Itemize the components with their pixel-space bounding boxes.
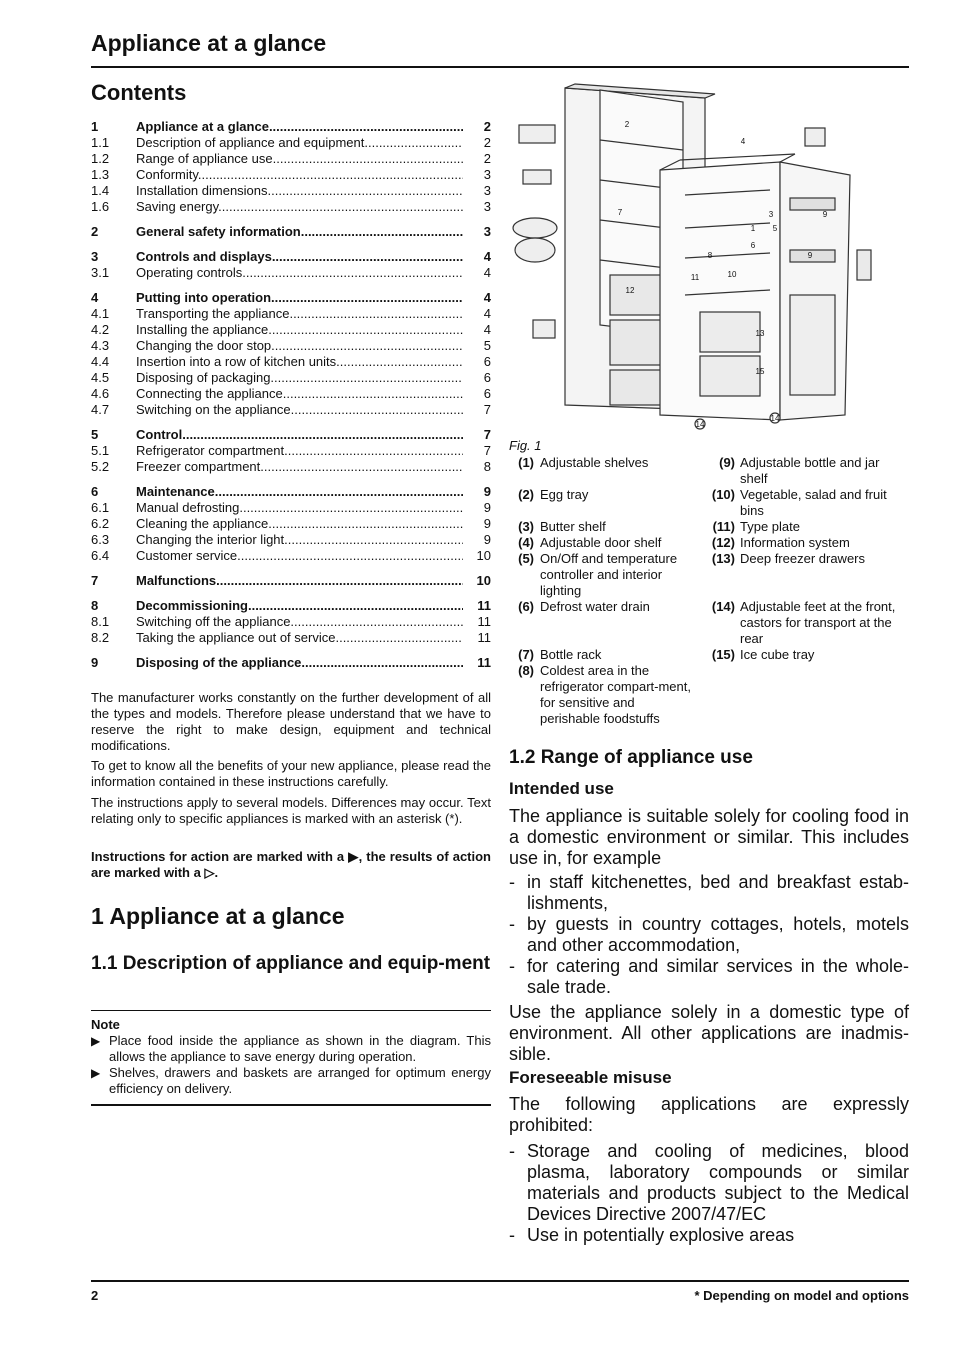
toc-row — [91, 183, 491, 199]
toc-number: 5 — [91, 427, 99, 442]
toc-number: 5.2 — [91, 459, 110, 474]
toc-row — [91, 119, 491, 135]
toc-page: 11 — [477, 598, 491, 613]
toc-row — [91, 402, 491, 418]
legend-number: (13) — [711, 551, 735, 566]
header-rule — [91, 66, 909, 68]
legend-text: Adjustable feet at the front, castors for transport at the rear — [740, 599, 896, 646]
toc-page: 6 — [483, 386, 491, 401]
period-text: . — [214, 865, 219, 880]
section-1-title: 1 Appliance at a glance — [91, 903, 345, 929]
callout-12: 12 — [625, 286, 635, 295]
toc-page: 7 — [483, 427, 491, 442]
toc-title: Appliance at a glance ..... — [136, 119, 463, 135]
callout-9: 9 — [822, 210, 828, 219]
action-arrow-icon: ▶ — [348, 849, 359, 864]
toc-title: Control ..... — [136, 427, 463, 443]
toc-row — [91, 443, 491, 459]
toc-number: 8.1 — [91, 614, 110, 629]
foreseeable-misuse-title: Foreseeable misuse — [509, 1068, 672, 1087]
legend-number: (12) — [711, 535, 735, 550]
toc-title: Decommissioning ..... — [136, 598, 463, 614]
list-dash: - — [509, 914, 515, 934]
toc-row — [91, 598, 491, 614]
toc-number: 1.1 — [91, 135, 110, 150]
toc-number: 8.2 — [91, 630, 110, 645]
legend-number: (4) — [518, 535, 534, 550]
toc-row — [91, 516, 491, 532]
misuse-list — [509, 1141, 909, 1246]
list-dash: - — [509, 872, 515, 892]
list-item-text: for catering and similar services in the whole-sale trade. — [527, 956, 909, 997]
toc-row — [91, 265, 491, 281]
toc-number: 1.4 — [91, 183, 110, 198]
toc-page: 8 — [483, 459, 491, 474]
toc-row — [91, 630, 491, 646]
toc-number: 4.1 — [91, 306, 110, 321]
toc-page: 7 — [483, 402, 491, 417]
toc-number: 6.4 — [91, 548, 110, 563]
toc-title: Description of appliance and equipment ..... — [136, 135, 463, 151]
toc-page: 2 — [483, 119, 491, 134]
misuse-text: The following applications are expressly prohibited: — [509, 1094, 909, 1135]
list-item-text: in staff kitchenettes, bed and breakfast estab-lishments, — [527, 872, 909, 913]
toc-title: Installing the appliance ..... — [136, 322, 463, 338]
toc-title: Changing the door stop ..... — [136, 338, 463, 354]
toc-number: 1.6 — [91, 199, 110, 214]
toc-title: Insertion into a row of kitchen units ..... — [136, 354, 463, 370]
toc-title: Operating controls ..... — [136, 265, 463, 281]
toc-row — [91, 354, 491, 370]
toc-number: 6 — [91, 484, 99, 499]
toc-row — [91, 484, 491, 500]
toc-title: Maintenance ..... — [136, 484, 463, 500]
toc-row — [91, 224, 491, 240]
toc-page: 4 — [483, 322, 491, 337]
toc-number: 1 — [91, 119, 99, 134]
callout-7: 7 — [617, 208, 623, 217]
toc-row — [91, 338, 491, 354]
note-item-text: Place food inside the appliance as shown in the diagram. This allows the appliance to save energy during operation. — [109, 1033, 491, 1064]
toc-title: Controls and displays ..... — [136, 249, 463, 265]
legend-text: Adjustable shelves — [540, 455, 649, 470]
legend-number: (7) — [518, 647, 534, 662]
callout-14: 14 — [695, 420, 705, 429]
legend-text: Bottle rack — [540, 647, 602, 662]
toc-number: 4.5 — [91, 370, 110, 385]
toc-row — [91, 573, 491, 589]
toc-row — [91, 290, 491, 306]
legend-number: (9) — [719, 455, 735, 470]
toc-page: 4 — [483, 265, 491, 280]
toc-number: 6.3 — [91, 532, 110, 547]
section-1-2-title: 1.2 Range of appliance use — [509, 747, 753, 768]
toc-row — [91, 151, 491, 167]
toc-title: Conformity ..... — [136, 167, 463, 183]
callout-8: 8 — [707, 251, 713, 260]
toc-row — [91, 548, 491, 564]
action-arrow-icon: ▶ — [91, 1034, 101, 1048]
note-item — [91, 1033, 491, 1065]
toc-page: 11 — [477, 614, 491, 629]
toc-number: 4.6 — [91, 386, 110, 401]
note-box — [91, 1010, 491, 1106]
legend-text: Vegetable, salad and fruit bins — [740, 487, 887, 518]
toc-number: 1.3 — [91, 167, 110, 182]
toc-page: 7 — [483, 443, 491, 458]
legend-text: Butter shelf — [540, 519, 606, 534]
legend-text: Information system — [740, 535, 850, 550]
toc-page: 3 — [483, 199, 491, 214]
toc-row — [91, 135, 491, 151]
toc-title: Switching on the appliance ..... — [136, 402, 463, 418]
callout-1: 1 — [750, 224, 756, 233]
toc-number: 2 — [91, 224, 99, 239]
legend-text: Adjustable bottle and jar shelf — [740, 455, 880, 486]
intro-paragraph-2: To get to know all the benefits of your new appliance, please read the information contained in these instructions carefully. — [91, 758, 491, 789]
appliance-diagram — [505, 80, 909, 440]
legend-number: (3) — [518, 519, 534, 534]
list-item — [509, 1141, 909, 1225]
footer-note: * Depending on model and options — [694, 1288, 909, 1303]
toc-title: Saving energy ..... — [136, 199, 463, 215]
contents-title: Contents — [91, 80, 187, 105]
action-instruction-text: Instructions for action are marked with a — [91, 849, 345, 864]
toc-title: Taking the appliance out of service ..... — [136, 630, 463, 646]
legend-text: Ice cube tray — [740, 647, 815, 662]
list-item-text: by guests in country cottages, hotels, motels and other accommodation, — [527, 914, 909, 955]
callout-10: 10 — [727, 270, 737, 279]
toc-title: Changing the interior light ..... — [136, 532, 463, 548]
legend-text: Egg tray — [540, 487, 589, 502]
toc-title: Transporting the appliance ..... — [136, 306, 463, 322]
toc-page: 4 — [483, 306, 491, 321]
toc-page: 6 — [483, 370, 491, 385]
list-item — [509, 914, 909, 956]
toc-title: Malfunctions ..... — [136, 573, 463, 589]
toc-page: 2 — [483, 135, 491, 150]
intro-paragraph-1: The manufacturer works constantly on the further development of all the types and models. Therefore please understand that we have to reserve the right to make design, equipment and technical modifications. — [91, 690, 491, 753]
toc-title: General safety information ..... — [136, 224, 463, 240]
toc-number: 4.3 — [91, 338, 110, 353]
callout-3: 3 — [768, 210, 774, 219]
toc-row — [91, 532, 491, 548]
callout-6: 6 — [750, 241, 756, 250]
toc-page: 11 — [477, 655, 491, 670]
toc-number: 1.2 — [91, 151, 110, 166]
page-number: 2 — [91, 1288, 99, 1303]
toc-row — [91, 167, 491, 183]
list-item — [509, 956, 909, 998]
toc-row — [91, 655, 491, 671]
toc-row — [91, 614, 491, 630]
action-result-text: , the results of action are marked with a — [91, 849, 492, 880]
toc-page: 9 — [483, 484, 491, 499]
list-item-text: Use in potentially explosive areas — [527, 1225, 795, 1245]
table-of-contents — [91, 119, 491, 671]
toc-page: 9 — [483, 500, 491, 515]
toc-number: 9 — [91, 655, 99, 670]
legend-number: (5) — [518, 551, 534, 566]
use-restriction-text: Use the appliance solely in a domestic type of environment. All other applications are inadmis-sible. — [509, 1002, 909, 1064]
legend-number: (6) — [518, 599, 534, 614]
legend-number: (1) — [518, 455, 534, 470]
toc-row — [91, 199, 491, 215]
section-1-1-title: 1.1 Description of appliance and equip-ment — [91, 953, 491, 974]
toc-page: 10 — [476, 573, 491, 588]
page-header-title: Appliance at a glance — [91, 30, 327, 56]
toc-title: Freezer compartment ..... — [136, 459, 463, 475]
toc-title: Putting into operation ..... — [136, 290, 463, 306]
toc-page: 3 — [483, 183, 491, 198]
toc-number: 4.4 — [91, 354, 110, 369]
toc-page: 3 — [483, 224, 491, 239]
toc-number: 3.1 — [91, 265, 110, 280]
callout-9b: 9 — [807, 251, 813, 260]
intended-use-text: The appliance is suitable solely for cooling food in a domestic environment or similar. This includes use in, for example — [509, 806, 909, 868]
toc-title: Refrigerator compartment ..... — [136, 443, 463, 459]
action-arrow-icon: ▶ — [91, 1066, 101, 1080]
result-arrow-icon: ▷ — [204, 865, 215, 880]
toc-number: 7 — [91, 573, 99, 588]
toc-number: 8 — [91, 598, 99, 613]
note-item-text: Shelves, drawers and baskets are arranged for optimum energy efficiency on delivery. — [109, 1065, 491, 1096]
toc-number: 6.2 — [91, 516, 110, 531]
intended-use-title: Intended use — [509, 779, 614, 798]
legend-text: Type plate — [740, 519, 800, 534]
toc-title: Disposing of packaging ..... — [136, 370, 463, 386]
toc-row — [91, 370, 491, 386]
toc-title: Installation dimensions ..... — [136, 183, 463, 199]
toc-title: Range of appliance use ..... — [136, 151, 463, 167]
toc-row — [91, 386, 491, 402]
list-item — [509, 872, 909, 914]
callout-11: 11 — [690, 273, 700, 282]
legend-number: (14) — [711, 599, 735, 614]
toc-page: 4 — [483, 249, 491, 264]
toc-number: 4.7 — [91, 402, 110, 417]
toc-page: 3 — [483, 167, 491, 182]
toc-row — [91, 427, 491, 443]
intro-paragraph-4 — [91, 849, 491, 881]
legend-text: On/Off and temperature controller and interior lighting — [540, 551, 678, 598]
toc-page: 10 — [476, 548, 491, 563]
callout-13: 13 — [755, 329, 765, 338]
list-dash: - — [509, 1141, 515, 1161]
intro-paragraph-3: The instructions apply to several models. Differences may occur. Text relating only to specific appliances is marked with an asterisk (*). — [91, 795, 491, 826]
fridge-freezer-illustration — [505, 80, 909, 440]
toc-title: Customer service ..... — [136, 548, 463, 564]
intended-use-list — [509, 872, 909, 998]
footer-rule — [91, 1280, 909, 1282]
toc-number: 4.2 — [91, 322, 110, 337]
toc-title: Disposing of the appliance ..... — [136, 655, 463, 671]
toc-page: 9 — [483, 532, 491, 547]
callout-5: 5 — [772, 224, 778, 233]
legend-number: (15) — [711, 647, 735, 662]
callout-14b: 14 — [770, 414, 780, 423]
legend-text: Adjustable door shelf — [540, 535, 662, 550]
toc-number: 5.1 — [91, 443, 110, 458]
toc-row — [91, 249, 491, 265]
toc-row — [91, 306, 491, 322]
toc-title: Connecting the appliance ..... — [136, 386, 463, 402]
figure-caption: Fig. 1 — [509, 438, 542, 453]
toc-page: 5 — [483, 338, 491, 353]
list-dash: - — [509, 956, 515, 976]
toc-title: Switching off the appliance ..... — [136, 614, 463, 630]
callout-2: 2 — [624, 120, 630, 129]
toc-row — [91, 322, 491, 338]
toc-title: Cleaning the appliance ..... — [136, 516, 463, 532]
toc-row — [91, 459, 491, 475]
legend-number: (2) — [518, 487, 534, 502]
list-item — [509, 1225, 909, 1246]
legend-text: Deep freezer drawers — [740, 551, 865, 566]
legend-text: Defrost water drain — [540, 599, 650, 614]
note-label: Note — [91, 1017, 120, 1032]
toc-page: 2 — [483, 151, 491, 166]
toc-number: 4 — [91, 290, 99, 305]
note-item — [91, 1065, 491, 1097]
toc-number: 6.1 — [91, 500, 110, 515]
toc-page: 4 — [483, 290, 491, 305]
toc-row — [91, 500, 491, 516]
toc-page: 9 — [483, 516, 491, 531]
legend-number: (10) — [711, 487, 735, 502]
list-item-text: Storage and cooling of medicines, blood plasma, laboratory compounds or similar materials and products subject to the Medical Devices Directive 2007/47/EC — [527, 1141, 909, 1224]
legend-text: Coldest area in the refrigerator compart-ment, for sensitive and perishable foodstuffs — [540, 663, 691, 726]
toc-page: 6 — [483, 354, 491, 369]
toc-page: 11 — [477, 630, 491, 645]
legend-number: (8) — [518, 663, 534, 678]
callout-4: 4 — [740, 137, 746, 146]
figure-legend — [509, 455, 909, 735]
callout-15: 15 — [755, 367, 765, 376]
legend-number: (11) — [712, 519, 735, 534]
toc-title: Manual defrosting ..... — [136, 500, 463, 516]
toc-number: 3 — [91, 249, 99, 264]
list-dash: - — [509, 1225, 515, 1245]
